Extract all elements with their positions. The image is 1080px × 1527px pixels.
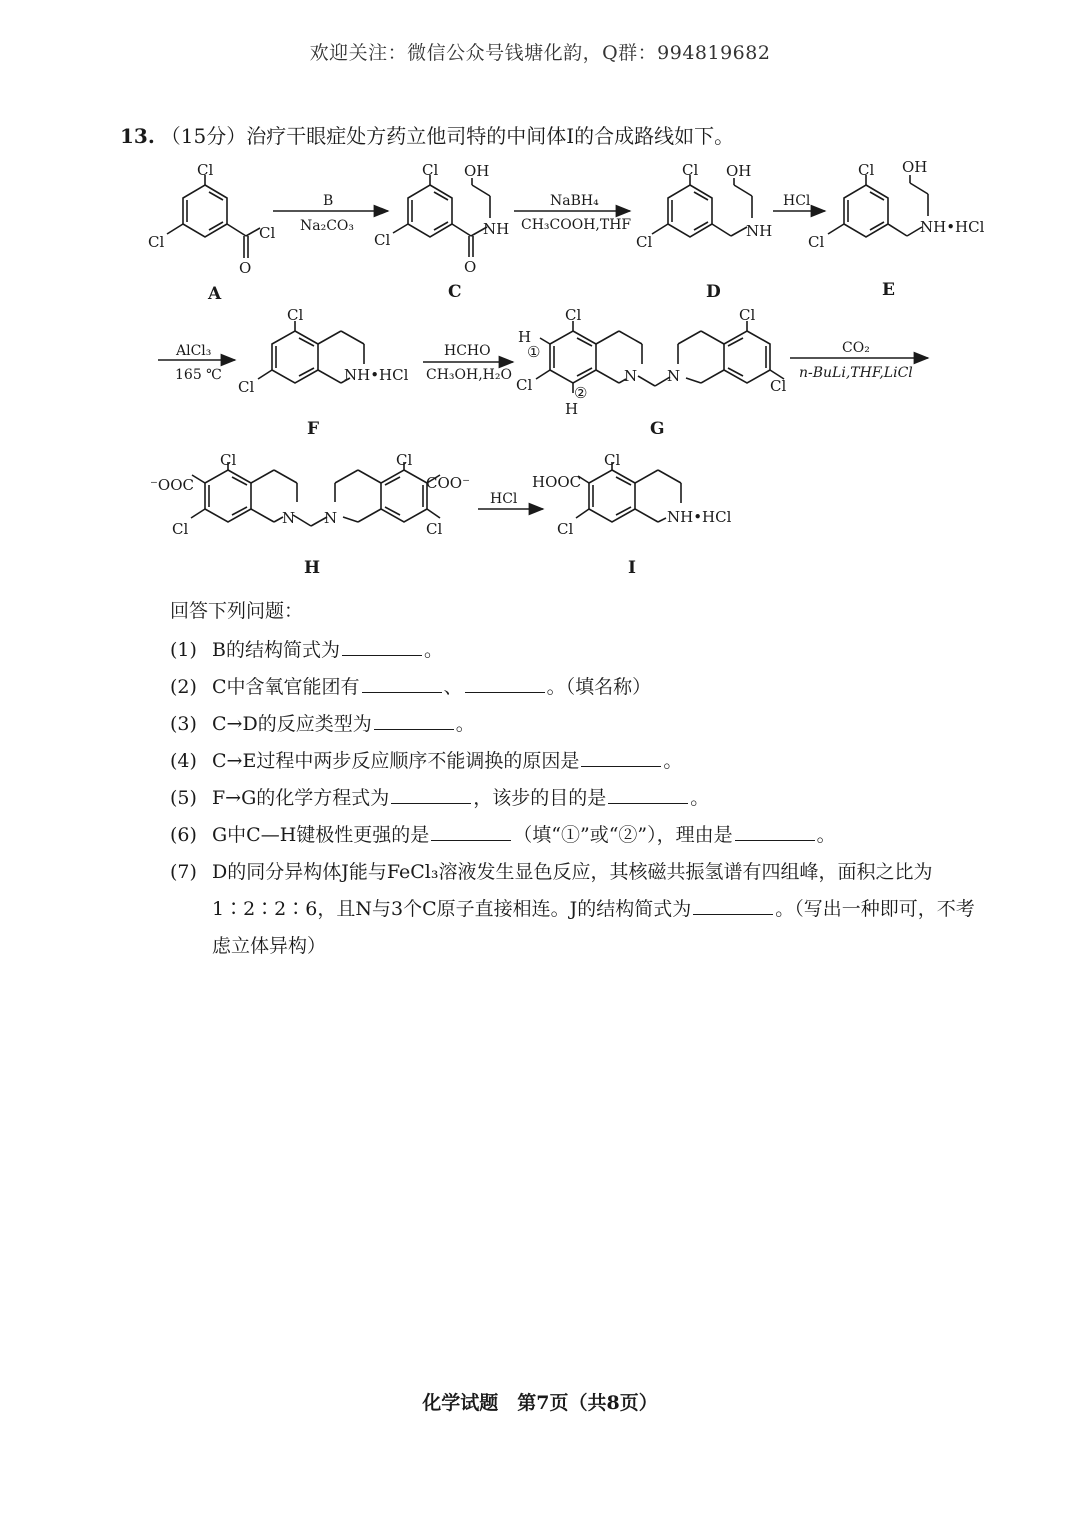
answer-blank[interactable] — [362, 670, 442, 693]
compound-label-H: H — [304, 558, 321, 578]
atom-label: OH — [902, 158, 928, 176]
atom-label: Cl — [259, 224, 276, 242]
atom-label: OH — [726, 162, 752, 180]
atom-label: NH — [746, 222, 773, 240]
answer-blank[interactable] — [735, 818, 815, 841]
watermark: 欢迎关注：微信公众号钱塘化韵，Q群：994819682 — [309, 42, 771, 64]
compound-E-structure — [828, 175, 928, 237]
atom-label: Cl — [636, 233, 653, 251]
atom-label: Cl — [604, 451, 621, 469]
atom-label: Cl — [148, 233, 165, 251]
subquestion-3 — [170, 706, 990, 743]
answer-blank[interactable] — [693, 892, 773, 915]
subquestion-4 — [170, 743, 990, 780]
atom-label: N — [624, 367, 638, 385]
atom-label: NH — [483, 220, 510, 238]
question-number: 13. — [120, 124, 155, 148]
reagent-label: AlCl₃ — [176, 343, 212, 359]
atom-label: Cl — [396, 451, 413, 469]
reagent-label: CO₂ — [842, 340, 870, 356]
subquestion-text: B的结构简式为 。 — [212, 632, 990, 669]
question-list — [170, 632, 990, 965]
compound-label-C: C — [448, 282, 462, 302]
atom-label: H — [565, 400, 579, 418]
answer-blank[interactable] — [342, 633, 422, 656]
subquestion-number: (7) — [170, 861, 197, 883]
subquestion-6 — [170, 817, 990, 854]
compound-H-structure — [191, 462, 440, 526]
subquestion-number: (5) — [170, 787, 197, 809]
atom-label: NH•HCl — [344, 366, 409, 384]
synthesis-scheme — [0, 0, 1080, 590]
answer-blank[interactable] — [431, 818, 511, 841]
reagent-label: B — [323, 193, 334, 209]
subquestion-text: D的同分异构体J能与FeCl₃溶液发生显色反应，其核磁共振氢谱有四组峰，面积之比为1∶2∶2∶6，且N与3个C原子直接相连。J的结构简式为 。（写出一种即可，不考虑立体异构） — [212, 861, 975, 957]
reagent-label: CH₃COOH,THF — [521, 217, 632, 233]
subquestion-7 — [170, 854, 990, 965]
atom-label: Cl — [565, 306, 582, 324]
position-marker-2: ② — [574, 384, 588, 402]
atom-label: Cl — [808, 233, 825, 251]
reagent-label: HCl — [783, 193, 811, 209]
answer-blank[interactable] — [608, 781, 688, 804]
compound-label-I: I — [628, 558, 636, 578]
position-marker-1: ① — [527, 343, 541, 361]
compound-D-structure — [652, 175, 752, 237]
reagent-label: NaBH₄ — [550, 193, 599, 209]
atom-label: Cl — [238, 378, 255, 396]
reagent-label: n-BuLi,THF,LiCl — [799, 365, 913, 381]
question-title-text: （15分）治疗干眼症处方药立他司特的中间体Ⅰ的合成路线如下。 — [160, 124, 735, 148]
answer-intro: 回答下列问题： — [170, 600, 304, 622]
atom-label: Cl — [374, 231, 391, 249]
atom-label: ⁻OOC — [150, 476, 194, 494]
answer-blank[interactable] — [581, 744, 661, 767]
compound-G-structure — [536, 321, 787, 395]
reagent-label: 165 ℃ — [175, 367, 222, 383]
subquestion-number: (2) — [170, 676, 197, 698]
compound-label-D: D — [706, 282, 721, 302]
compound-label-F: F — [307, 419, 320, 439]
reagent-label: HCl — [490, 491, 518, 507]
atom-label: Cl — [220, 451, 237, 469]
compound-label-G: G — [650, 419, 665, 439]
compound-label-A: A — [208, 284, 222, 304]
subquestion-number: (4) — [170, 750, 197, 772]
atom-label: O — [464, 258, 477, 276]
atom-label: Cl — [739, 306, 756, 324]
atom-label: Cl — [516, 376, 533, 394]
compound-label-E: E — [882, 280, 895, 300]
atom-label: OH — [464, 162, 490, 180]
atom-label: N — [667, 367, 681, 385]
atom-label: Cl — [858, 161, 875, 179]
compound-I-structure — [576, 462, 681, 522]
atom-label: Cl — [770, 377, 787, 395]
atom-label: Cl — [557, 520, 574, 538]
atom-label: Cl — [197, 161, 214, 179]
subquestion-number: (6) — [170, 824, 197, 846]
atom-label: NH•HCl — [920, 218, 985, 236]
atom-label: Cl — [422, 161, 439, 179]
atom-label: N — [282, 509, 296, 527]
answer-blank[interactable] — [374, 707, 454, 730]
subquestion-number: (3) — [170, 713, 197, 735]
atom-label: N — [324, 509, 338, 527]
answer-blank[interactable] — [465, 670, 545, 693]
atom-label: O — [239, 259, 252, 277]
subquestion-2 — [170, 669, 990, 706]
subquestion-text: C→D的反应类型为 。 — [212, 706, 990, 743]
reagent-label: HCHO — [444, 343, 491, 359]
atom-label: Cl — [172, 520, 189, 538]
answer-blank[interactable] — [391, 781, 471, 804]
atom-label: COO⁻ — [426, 474, 470, 492]
subquestion-text: F→G的化学方程式为 ，该步的目的是 。 — [212, 780, 990, 817]
subquestion-5 — [170, 780, 990, 817]
atom-label: NH•HCl — [667, 508, 732, 526]
atom-label: HOOC — [532, 473, 582, 491]
page-footer: 化学试题 第7页（共8页） — [422, 1392, 658, 1414]
atom-label: Cl — [682, 161, 699, 179]
reagent-label: Na₂CO₃ — [300, 218, 355, 234]
compound-A-structure — [167, 175, 260, 258]
subquestion-1 — [170, 632, 990, 669]
reagent-label: CH₃OH,H₂O — [426, 367, 512, 383]
subquestion-text: G中C—H键极性更强的是 （填“①”或“②”），理由是 。 — [212, 817, 990, 854]
compound-C-structure — [393, 175, 490, 257]
atom-label: Cl — [287, 306, 304, 324]
subquestion-text: C中含氧官能团有 、 。（填名称） — [212, 669, 990, 706]
subquestion-text: C→E过程中两步反应顺序不能调换的原因是 。 — [212, 743, 990, 780]
atom-label: Cl — [426, 520, 443, 538]
subquestion-number: (1) — [170, 639, 197, 661]
atom-label: H — [518, 328, 532, 346]
